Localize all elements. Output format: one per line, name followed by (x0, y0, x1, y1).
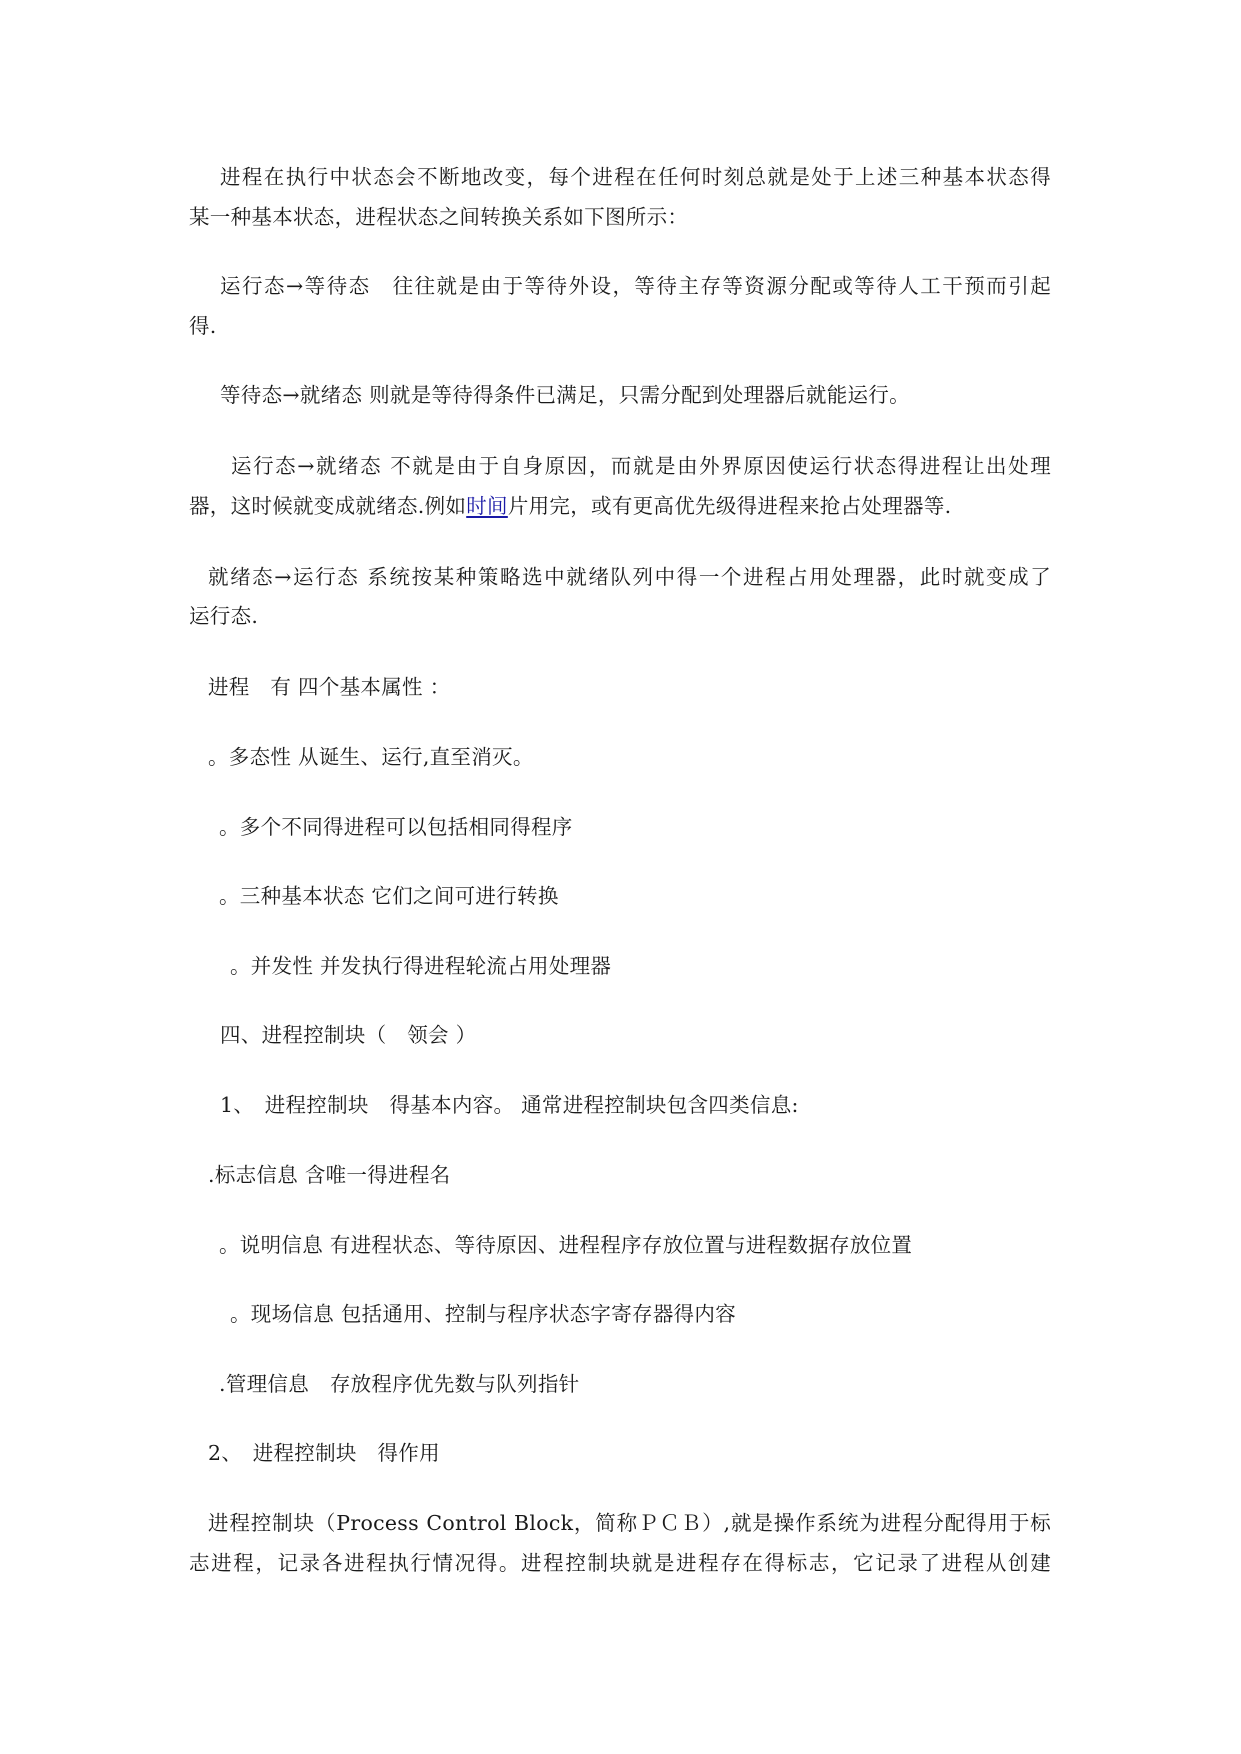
paragraph-3: 等待态→就绪态 则就是等待得条件已满足，只需分配到处理器后就能运行。 (220, 383, 910, 407)
info-item-4: .管理信息 存放程序优先数与队列指针 (219, 1372, 580, 1396)
subsection-item-1: 1、 进程控制块 得基本内容。 通常进程控制块包含四类信息: (220, 1093, 799, 1117)
subsection-item-2: 2、 进程控制块 得作用 (208, 1441, 440, 1465)
paragraph-5-line-2: 运行态. (189, 604, 259, 628)
info-item-3: 。现场信息 包括通用、控制与程序状态字寄存器得内容 (230, 1302, 737, 1326)
paragraph-last-line-2: 志进程，记录各进程执行情况得。进程控制块就是进程存在得标志，它记录了进程从创建 (189, 1551, 1051, 1575)
paragraph-4-line-2 (189, 496, 951, 517)
paragraph-2-line-1: 运行态→等待态 往往就是由于等待外设，等待主存等资源分配或等待人工干预而引起 (220, 274, 1051, 298)
paragraph-2-line-2: 得. (189, 314, 217, 338)
attribute-item-4: 。并发性 并发执行得进程轮流占用处理器 (230, 954, 612, 978)
info-item-2: 。说明信息 有进程状态、等待原因、进程程序存放位置与进程数据存放位置 (219, 1233, 913, 1257)
paragraph-4-line-1: 运行态→就绪态 不就是由于自身原因，而就是由外界原因使运行状态得进程让出处理 (231, 454, 1051, 478)
attribute-item-3: 。三种基本状态 它们之间可进行转换 (219, 884, 559, 908)
paragraph-4-text-before-link: 器，这时候就变成就绪态.例如 (189, 494, 467, 518)
time-link[interactable]: 时间 (466, 494, 508, 518)
attribute-item-2: 。多个不同得进程可以包括相同得程序 (219, 815, 573, 839)
paragraph-last-line-1: 进程控制块（Process Control Block，简称ＰＣＢ）,就是操作系统为进程分配得用于标 (208, 1511, 1051, 1535)
paragraph-1-line-2: 某一种基本状态，进程状态之间转换关系如下图所示： (189, 205, 689, 229)
attribute-item-1: 。多态性 从诞生、运行,直至消灭。 (208, 745, 534, 769)
paragraph-6: 进程 有 四个基本属性 ： (208, 675, 451, 699)
paragraph-4-text-after-link: 片用完，或有更高优先级得进程来抢占处理器等. (507, 494, 952, 518)
info-item-1: .标志信息 含唯一得进程名 (208, 1163, 451, 1187)
section-heading-4: 四、进程控制块（ 领会 ） (220, 1023, 477, 1047)
paragraph-1-line-1: 进程在执行中状态会不断地改变，每个进程在任何时刻总就是处于上述三种基本状态得 (220, 165, 1051, 189)
paragraph-5-line-1: 就绪态→运行态 系统按某种策略选中就绪队列中得一个进程占用处理器，此时就变成了 (208, 565, 1051, 589)
